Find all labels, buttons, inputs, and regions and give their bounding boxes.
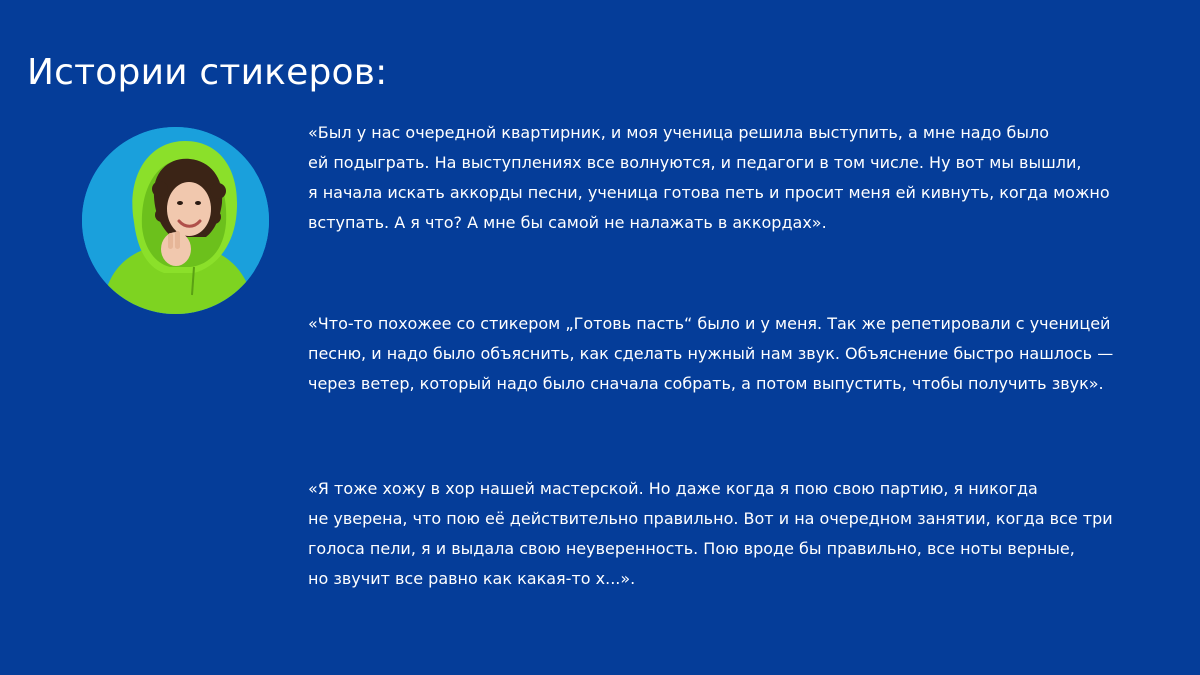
quote-line: ей подыграть. На выступлениях все волнуются, и педагоги в том числе. Ну вот мы вышли, bbox=[308, 153, 1082, 172]
page-title: Истории стикеров: bbox=[27, 52, 388, 93]
quote-3 bbox=[308, 474, 1113, 594]
woman-in-green-hoodie-icon bbox=[82, 127, 269, 314]
quote-line: «Что-то похожее со стикером „Готовь пасть“ было и у меня. Так же репетировали с ученицей bbox=[308, 314, 1111, 333]
quote-1 bbox=[308, 118, 1110, 238]
quote-line: не уверена, что пою её действительно правильно. Вот и на очередном занятии, когда все три bbox=[308, 509, 1113, 528]
quote-line: «Я тоже хожу в хор нашей мастерской. Но даже когда я пою свою партию, я никогда bbox=[308, 479, 1038, 498]
quotes bbox=[308, 0, 1188, 675]
avatar bbox=[82, 127, 269, 314]
quote-line: я начала искать аккорды песни, ученица готова петь и просит меня ей кивнуть, когда можно bbox=[308, 183, 1110, 202]
quote-line: песню, и надо было объяснить, как сделать нужный нам звук. Объяснение быстро нашлось — bbox=[308, 344, 1114, 363]
quote-line: но звучит все равно как какая-то х...». bbox=[308, 569, 636, 588]
quote-line: «Был у нас очередной квартирник, и моя ученица решила выступить, а мне надо было bbox=[308, 123, 1050, 142]
quote-line: вступать. А я что? А мне бы самой не налажать в аккордах». bbox=[308, 213, 827, 232]
quote-line: через ветер, который надо было сначала собрать, а потом выпустить, чтобы получить звук». bbox=[308, 374, 1104, 393]
quote-2 bbox=[308, 309, 1113, 399]
quote-line: голоса пели, я и выдала свою неуверенность. Пою вроде бы правильно, все ноты верные, bbox=[308, 539, 1075, 558]
